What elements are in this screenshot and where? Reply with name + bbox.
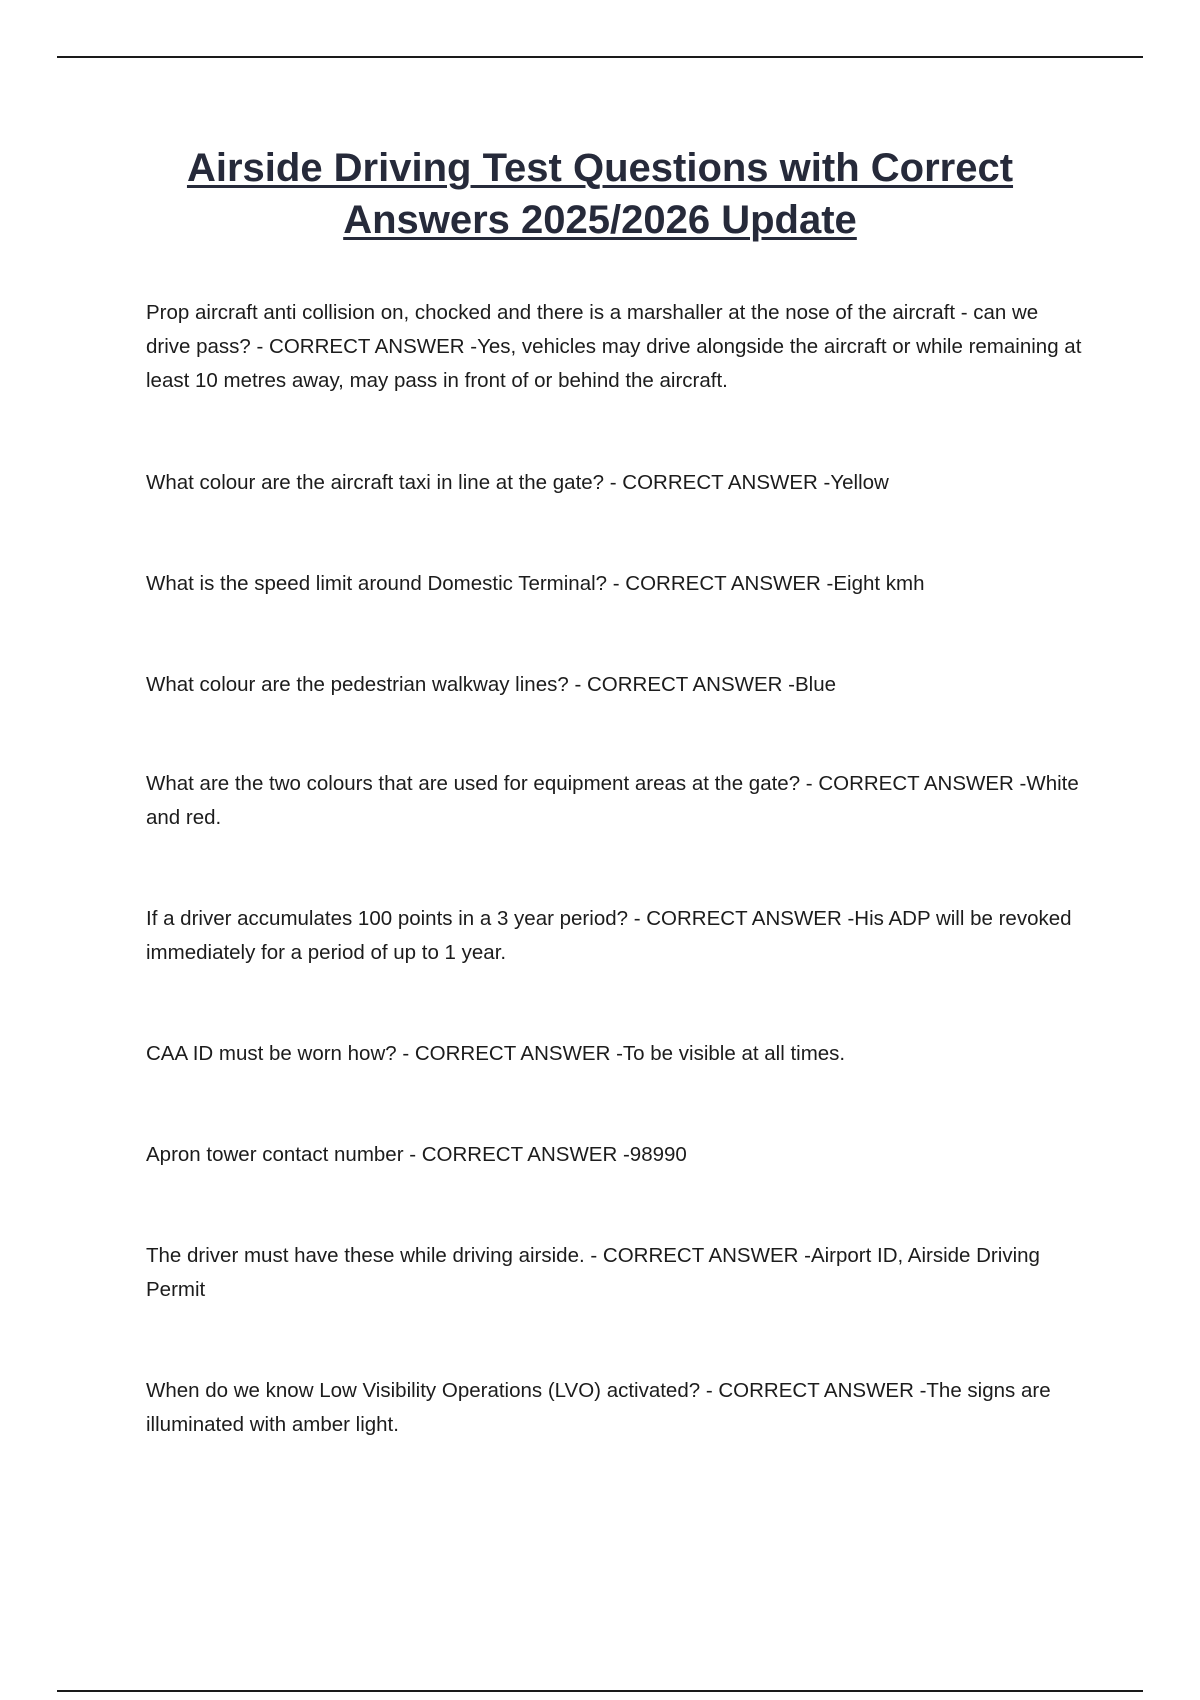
qa-item-9: The driver must have these while driving airside. - CORRECT ANSWER -Airport ID, Airside Driving Permit [146,1244,1040,1301]
qa-item-4: What colour are the pedestrian walkway lines? - CORRECT ANSWER -Blue [146,673,837,696]
bottom-divider [57,1690,1143,1692]
qa-item-3: What is the speed limit around Domestic Terminal? - CORRECT ANSWER -Eight kmh [146,572,925,595]
qa-item-10: When do we know Low Visibility Operations (LVO) activated? - CORRECT ANSWER -The signs are illuminated with amber light. [146,1379,1051,1436]
top-divider [57,56,1143,58]
document-title: Airside Driving Test Questions with Correct Answers 2025/2026 Update [186,146,1014,242]
qa-item-7: CAA ID must be worn how? - CORRECT ANSWER -To be visible at all times. [146,1042,846,1065]
qa-item-1: Prop aircraft anti collision on, chocked and there is a marshaller at the nose of the aircraft - can we drive pass? - CORRECT ANSWER -Yes, vehicles may drive alongside the aircraft or while remaining at least 10 metres away, may pass in front of or behind the aircraft. [146,301,1082,392]
qa-item-5: What are the two colours that are used for equipment areas at the gate? - CORRECT ANSWER -White and red. [146,772,1079,829]
qa-item-2: What colour are the aircraft taxi in line at the gate? - CORRECT ANSWER -Yellow [146,471,889,494]
qa-item-6: If a driver accumulates 100 points in a 3 year period? - CORRECT ANSWER -His ADP will be revoked immediately for a period of up to 1 year. [146,907,1072,964]
qa-item-8: Apron tower contact number - CORRECT ANSWER -98990 [146,1143,687,1166]
